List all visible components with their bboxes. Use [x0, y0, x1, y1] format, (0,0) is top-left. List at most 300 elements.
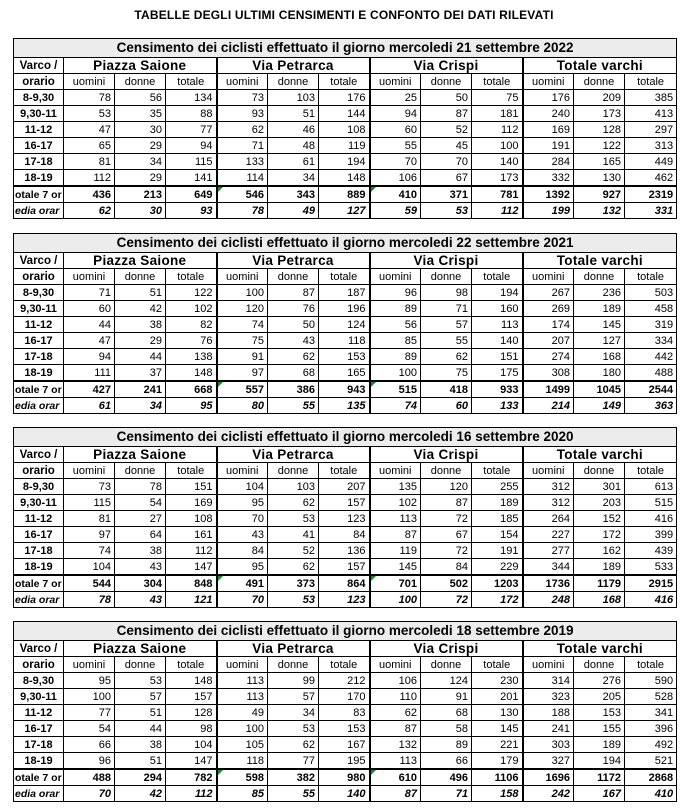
cell-via-crispi-totale: 189 [472, 495, 523, 511]
cell-piazza-saione-uomini: 47 [64, 122, 115, 138]
table-row [14, 527, 677, 543]
subheader-via-petrarca-totale: totale [319, 463, 370, 479]
cell-via-petrarca-donne: 50 [268, 317, 319, 333]
cell-via-petrarca-donne: 53 [268, 721, 319, 737]
cell-totale-varchi-uomini: 323 [523, 689, 574, 705]
cell-via-petrarca-donne: 41 [268, 527, 319, 543]
cell-via-crispi-totale: 175 [472, 365, 523, 382]
cell-piazza-saione-totale: 148 [166, 673, 217, 689]
cell-via-crispi-totale: 75 [472, 90, 523, 106]
cell-piazza-saione-uomini: 74 [64, 543, 115, 559]
cell-piazza-saione-donne: 51 [115, 705, 166, 721]
cell-via-crispi-donne: 72 [421, 592, 472, 608]
subheader-via-petrarca-donne: donne [268, 657, 319, 673]
cell-via-petrarca-donne: 62 [268, 559, 319, 576]
cell-piazza-saione-uomini: 81 [64, 511, 115, 527]
cell-via-crispi-uomini: 701 [370, 575, 421, 592]
cell-piazza-saione-uomini: 81 [64, 154, 115, 170]
cell-via-petrarca-donne: 77 [268, 753, 319, 770]
cell-via-petrarca-totale: 889 [319, 186, 370, 203]
cell-piazza-saione-donne: 44 [115, 349, 166, 365]
cell-totale-varchi-uomini: 242 [523, 786, 574, 802]
cell-via-crispi-totale: 781 [472, 186, 523, 203]
cell-via-crispi-uomini: 70 [370, 154, 421, 170]
cell-piazza-saione-donne: 42 [115, 301, 166, 317]
cell-via-petrarca-totale: 84 [319, 527, 370, 543]
subheader-via-crispi-totale: totale [472, 74, 523, 90]
cell-via-crispi-totale: 113 [472, 317, 523, 333]
subheader-via-petrarca-totale: totale [319, 74, 370, 90]
cell-totale-varchi-uomini: 332 [523, 170, 574, 187]
row-label: 16-17 [14, 721, 64, 737]
cell-piazza-saione-donne: 30 [115, 122, 166, 138]
cell-via-crispi-uomini: 119 [370, 543, 421, 559]
cell-totale-varchi-uomini: 274 [523, 349, 574, 365]
cell-via-crispi-uomini: 60 [370, 122, 421, 138]
group-header-piazza-saione: Piazza Saione [64, 58, 217, 74]
group-header-totale-varchi: Totale varchi [523, 58, 677, 74]
table-title: Censimento dei ciclisti effettuato il giorno mercoledi 16 settembre 2020 [14, 428, 677, 447]
row-label: 9,30-11 [14, 495, 64, 511]
cell-totale-varchi-donne: 122 [574, 138, 625, 154]
row-label: 17-18 [14, 154, 64, 170]
cell-totale-varchi-donne: 301 [574, 479, 625, 495]
cell-piazza-saione-donne: 57 [115, 689, 166, 705]
census-table-3 [13, 621, 677, 802]
table-row [14, 721, 677, 737]
row-label: 16-17 [14, 138, 64, 154]
cell-via-petrarca-uomini: 491 [217, 575, 268, 592]
cell-via-petrarca-donne: 76 [268, 301, 319, 317]
cell-piazza-saione-uomini: 65 [64, 138, 115, 154]
cell-piazza-saione-donne: 213 [115, 186, 166, 203]
cell-totale-varchi-donne: 189 [574, 559, 625, 576]
group-header-via-petrarca: Via Petrarca [217, 641, 370, 657]
subheader-via-crispi-donne: donne [421, 463, 472, 479]
group-header-totale-varchi: Totale varchi [523, 447, 677, 463]
cell-via-crispi-totale: 145 [472, 721, 523, 737]
table-row [14, 138, 677, 154]
census-table-1 [13, 233, 677, 414]
cell-piazza-saione-totale: 112 [166, 786, 217, 802]
cell-piazza-saione-uomini: 61 [64, 398, 115, 414]
cell-totale-varchi-uomini: 277 [523, 543, 574, 559]
subheader-via-petrarca-uomini: uomini [217, 657, 268, 673]
cell-via-crispi-totale: 133 [472, 398, 523, 414]
row-label: 9,30-11 [14, 301, 64, 317]
cell-piazza-saione-totale: 122 [166, 285, 217, 301]
cell-piazza-saione-uomini: 70 [64, 786, 115, 802]
cell-via-crispi-uomini: 132 [370, 737, 421, 753]
total-row [14, 381, 677, 398]
cell-via-crispi-uomini: 100 [370, 365, 421, 382]
cell-via-petrarca-uomini: 75 [217, 333, 268, 349]
cell-via-petrarca-donne: 386 [268, 381, 319, 398]
cell-totale-varchi-totale: 590 [625, 673, 677, 689]
cell-via-petrarca-totale: 119 [319, 138, 370, 154]
cell-piazza-saione-donne: 27 [115, 511, 166, 527]
cell-via-petrarca-totale: 157 [319, 559, 370, 576]
cell-via-crispi-totale: 230 [472, 673, 523, 689]
cell-piazza-saione-donne: 38 [115, 737, 166, 753]
cell-totale-varchi-donne: 189 [574, 301, 625, 317]
cell-via-crispi-uomini: 87 [370, 527, 421, 543]
cell-piazza-saione-totale: 782 [166, 769, 217, 786]
cell-totale-varchi-totale: 416 [625, 511, 677, 527]
subheader-via-crispi-uomini: uomini [370, 463, 421, 479]
cell-piazza-saione-uomini: 66 [64, 737, 115, 753]
cell-totale-varchi-uomini: 303 [523, 737, 574, 753]
cell-via-petrarca-uomini: 84 [217, 543, 268, 559]
cell-totale-varchi-totale: 533 [625, 559, 677, 576]
cell-piazza-saione-totale: 147 [166, 753, 217, 770]
cell-via-crispi-uomini: 89 [370, 301, 421, 317]
census-table-2 [13, 427, 677, 608]
cell-via-petrarca-uomini: 80 [217, 398, 268, 414]
cell-piazza-saione-totale: 134 [166, 90, 217, 106]
cell-totale-varchi-totale: 2915 [625, 575, 677, 592]
cell-via-crispi-uomini: 515 [370, 381, 421, 398]
cell-via-crispi-totale: 255 [472, 479, 523, 495]
cell-piazza-saione-donne: 304 [115, 575, 166, 592]
group-header-piazza-saione: Piazza Saione [64, 253, 217, 269]
cell-via-petrarca-donne: 382 [268, 769, 319, 786]
cell-via-crispi-donne: 68 [421, 705, 472, 721]
row-label: 16-17 [14, 527, 64, 543]
cell-via-petrarca-donne: 99 [268, 673, 319, 689]
subheader-via-crispi-donne: donne [421, 657, 472, 673]
row-label: edia orar [14, 398, 64, 414]
cell-via-petrarca-donne: 62 [268, 349, 319, 365]
cell-piazza-saione-uomini: 54 [64, 721, 115, 737]
cell-via-petrarca-totale: 108 [319, 122, 370, 138]
cell-via-petrarca-uomini: 78 [217, 203, 268, 219]
group-header-via-petrarca: Via Petrarca [217, 253, 370, 269]
cell-via-petrarca-totale: 140 [319, 786, 370, 802]
subheader-piazza-saione-donne: donne [115, 269, 166, 285]
cell-via-crispi-donne: 55 [421, 333, 472, 349]
cell-via-crispi-donne: 371 [421, 186, 472, 203]
cell-via-crispi-totale: 160 [472, 301, 523, 317]
cell-via-crispi-uomini: 102 [370, 495, 421, 511]
cell-totale-varchi-totale: 313 [625, 138, 677, 154]
cell-via-crispi-donne: 75 [421, 365, 472, 382]
cell-via-crispi-uomini: 89 [370, 349, 421, 365]
cell-via-petrarca-totale: 943 [319, 381, 370, 398]
table-row [14, 106, 677, 122]
cell-via-crispi-totale: 173 [472, 170, 523, 187]
cell-piazza-saione-donne: 56 [115, 90, 166, 106]
cell-totale-varchi-donne: 276 [574, 673, 625, 689]
cell-via-petrarca-uomini: 104 [217, 479, 268, 495]
cell-totale-varchi-totale: 442 [625, 349, 677, 365]
row-label: 8-9,30 [14, 285, 64, 301]
cell-via-crispi-donne: 418 [421, 381, 472, 398]
cell-totale-varchi-donne: 927 [574, 186, 625, 203]
cell-via-crispi-uomini: 106 [370, 170, 421, 187]
cell-via-petrarca-totale: 176 [319, 90, 370, 106]
cell-totale-varchi-totale: 449 [625, 154, 677, 170]
table-row [14, 479, 677, 495]
cell-piazza-saione-donne: 29 [115, 138, 166, 154]
orario-header: orario [14, 74, 64, 90]
cell-via-crispi-totale: 151 [472, 349, 523, 365]
cell-totale-varchi-donne: 194 [574, 753, 625, 770]
cell-via-crispi-totale: 201 [472, 689, 523, 705]
row-label: edia orar [14, 592, 64, 608]
cell-totale-varchi-totale: 521 [625, 753, 677, 770]
cell-via-crispi-donne: 45 [421, 138, 472, 154]
group-header-via-crispi: Via Crispi [370, 58, 523, 74]
cell-totale-varchi-totale: 528 [625, 689, 677, 705]
cell-totale-varchi-uomini: 227 [523, 527, 574, 543]
cell-piazza-saione-donne: 44 [115, 721, 166, 737]
cell-via-crispi-donne: 67 [421, 170, 472, 187]
cell-piazza-saione-totale: 112 [166, 543, 217, 559]
cell-via-petrarca-totale: 136 [319, 543, 370, 559]
cell-totale-varchi-totale: 2544 [625, 381, 677, 398]
subheader-totale-varchi-uomini: uomini [523, 463, 574, 479]
row-label: 9,30-11 [14, 689, 64, 705]
cell-piazza-saione-totale: 108 [166, 511, 217, 527]
cell-totale-varchi-uomini: 264 [523, 511, 574, 527]
table-title: Censimento dei ciclisti effettuato il giorno mercoledi 18 settembre 2019 [14, 622, 677, 641]
cell-piazza-saione-totale: 848 [166, 575, 217, 592]
cell-via-petrarca-totale: 124 [319, 317, 370, 333]
group-header-piazza-saione: Piazza Saione [64, 447, 217, 463]
cell-piazza-saione-uomini: 436 [64, 186, 115, 203]
cell-via-petrarca-totale: 153 [319, 721, 370, 737]
subheader-piazza-saione-totale: totale [166, 463, 217, 479]
cell-piazza-saione-uomini: 97 [64, 527, 115, 543]
cell-piazza-saione-uomini: 77 [64, 705, 115, 721]
cell-totale-varchi-donne: 145 [574, 317, 625, 333]
subheader-via-crispi-totale: totale [472, 463, 523, 479]
cell-via-crispi-donne: 53 [421, 203, 472, 219]
group-header-via-petrarca: Via Petrarca [217, 447, 370, 463]
cell-via-crispi-uomini: 87 [370, 786, 421, 802]
cell-via-petrarca-totale: 195 [319, 753, 370, 770]
cell-via-petrarca-totale: 144 [319, 106, 370, 122]
cell-via-petrarca-totale: 83 [319, 705, 370, 721]
group-header-via-crispi: Via Crispi [370, 641, 523, 657]
subheader-via-crispi-uomini: uomini [370, 74, 421, 90]
cell-via-petrarca-uomini: 95 [217, 495, 268, 511]
cell-via-crispi-donne: 60 [421, 398, 472, 414]
cell-piazza-saione-totale: 98 [166, 721, 217, 737]
subheader-totale-varchi-donne: donne [574, 657, 625, 673]
cell-totale-varchi-donne: 152 [574, 511, 625, 527]
cell-via-petrarca-donne: 55 [268, 398, 319, 414]
cell-via-petrarca-uomini: 71 [217, 138, 268, 154]
cell-via-petrarca-donne: 55 [268, 786, 319, 802]
total-row [14, 769, 677, 786]
cell-via-petrarca-uomini: 43 [217, 527, 268, 543]
subheader-piazza-saione-totale: totale [166, 657, 217, 673]
cell-piazza-saione-donne: 43 [115, 592, 166, 608]
cell-piazza-saione-uomini: 488 [64, 769, 115, 786]
cell-via-petrarca-donne: 373 [268, 575, 319, 592]
cell-via-petrarca-uomini: 100 [217, 285, 268, 301]
cell-via-petrarca-uomini: 118 [217, 753, 268, 770]
table-row [14, 122, 677, 138]
cell-totale-varchi-donne: 167 [574, 786, 625, 802]
cell-totale-varchi-uomini: 1696 [523, 769, 574, 786]
table-row [14, 154, 677, 170]
cell-via-petrarca-totale: 118 [319, 333, 370, 349]
cell-via-crispi-totale: 154 [472, 527, 523, 543]
cell-piazza-saione-uomini: 53 [64, 106, 115, 122]
cell-via-petrarca-uomini: 95 [217, 559, 268, 576]
cell-piazza-saione-totale: 95 [166, 398, 217, 414]
cell-totale-varchi-totale: 613 [625, 479, 677, 495]
varco-header: Varco / [14, 641, 64, 657]
cell-piazza-saione-donne: 241 [115, 381, 166, 398]
average-row [14, 398, 677, 414]
table-row [14, 559, 677, 576]
cell-via-crispi-donne: 71 [421, 301, 472, 317]
subheader-totale-varchi-totale: totale [625, 657, 677, 673]
cell-via-petrarca-totale: 157 [319, 495, 370, 511]
cell-totale-varchi-totale: 462 [625, 170, 677, 187]
cell-via-crispi-donne: 91 [421, 689, 472, 705]
subheader-totale-varchi-donne: donne [574, 463, 625, 479]
cell-via-petrarca-donne: 62 [268, 737, 319, 753]
cell-via-petrarca-donne: 43 [268, 333, 319, 349]
cell-totale-varchi-donne: 130 [574, 170, 625, 187]
cell-via-crispi-donne: 502 [421, 575, 472, 592]
cell-via-crispi-totale: 140 [472, 154, 523, 170]
cell-piazza-saione-donne: 51 [115, 285, 166, 301]
cell-via-crispi-totale: 179 [472, 753, 523, 770]
row-label: 11-12 [14, 317, 64, 333]
cell-via-crispi-donne: 71 [421, 786, 472, 802]
table-row [14, 90, 677, 106]
group-header-via-crispi: Via Crispi [370, 253, 523, 269]
cell-via-petrarca-totale: 980 [319, 769, 370, 786]
cell-piazza-saione-uomini: 78 [64, 90, 115, 106]
cell-piazza-saione-uomini: 427 [64, 381, 115, 398]
census-table-0 [13, 38, 677, 219]
cell-via-crispi-totale: 194 [472, 285, 523, 301]
cell-via-crispi-donne: 124 [421, 673, 472, 689]
cell-via-petrarca-uomini: 113 [217, 689, 268, 705]
cell-piazza-saione-uomini: 96 [64, 753, 115, 770]
row-label: 11-12 [14, 705, 64, 721]
cell-piazza-saione-donne: 34 [115, 398, 166, 414]
cell-via-crispi-uomini: 85 [370, 333, 421, 349]
cell-piazza-saione-donne: 29 [115, 170, 166, 187]
cell-totale-varchi-donne: 168 [574, 592, 625, 608]
cell-via-crispi-totale: 1106 [472, 769, 523, 786]
cell-via-petrarca-donne: 57 [268, 689, 319, 705]
cell-piazza-saione-totale: 93 [166, 203, 217, 219]
subheader-via-petrarca-uomini: uomini [217, 269, 268, 285]
table-row [14, 705, 677, 721]
cell-via-crispi-uomini: 145 [370, 559, 421, 576]
cell-totale-varchi-totale: 488 [625, 365, 677, 382]
cell-via-petrarca-uomini: 70 [217, 511, 268, 527]
varco-header: Varco / [14, 58, 64, 74]
cell-via-crispi-uomini: 110 [370, 689, 421, 705]
cell-piazza-saione-totale: 121 [166, 592, 217, 608]
cell-totale-varchi-uomini: 169 [523, 122, 574, 138]
average-row [14, 592, 677, 608]
cell-via-petrarca-donne: 52 [268, 543, 319, 559]
cell-piazza-saione-uomini: 100 [64, 689, 115, 705]
cell-via-petrarca-uomini: 70 [217, 592, 268, 608]
cell-totale-varchi-uomini: 188 [523, 705, 574, 721]
cell-piazza-saione-donne: 42 [115, 786, 166, 802]
cell-totale-varchi-donne: 1172 [574, 769, 625, 786]
cell-via-petrarca-uomini: 73 [217, 90, 268, 106]
subheader-totale-varchi-totale: totale [625, 74, 677, 90]
cell-totale-varchi-uomini: 174 [523, 317, 574, 333]
cell-via-crispi-donne: 52 [421, 122, 472, 138]
cell-piazza-saione-totale: 88 [166, 106, 217, 122]
cell-via-petrarca-donne: 48 [268, 138, 319, 154]
cell-via-petrarca-donne: 343 [268, 186, 319, 203]
cell-via-petrarca-totale: 212 [319, 673, 370, 689]
cell-piazza-saione-uomini: 94 [64, 349, 115, 365]
cell-via-crispi-totale: 1203 [472, 575, 523, 592]
cell-via-crispi-totale: 181 [472, 106, 523, 122]
cell-piazza-saione-donne: 38 [115, 317, 166, 333]
cell-piazza-saione-uomini: 71 [64, 285, 115, 301]
subheader-via-crispi-totale: totale [472, 269, 523, 285]
cell-piazza-saione-donne: 37 [115, 365, 166, 382]
cell-via-petrarca-donne: 34 [268, 170, 319, 187]
average-row [14, 203, 677, 219]
row-label: 11-12 [14, 122, 64, 138]
group-header-totale-varchi: Totale varchi [523, 253, 677, 269]
cell-via-petrarca-totale: 864 [319, 575, 370, 592]
cell-via-crispi-uomini: 59 [370, 203, 421, 219]
cell-via-petrarca-totale: 196 [319, 301, 370, 317]
cell-piazza-saione-totale: 115 [166, 154, 217, 170]
cell-via-petrarca-totale: 170 [319, 689, 370, 705]
cell-totale-varchi-totale: 297 [625, 122, 677, 138]
row-label: 18-19 [14, 559, 64, 576]
cell-via-petrarca-donne: 51 [268, 106, 319, 122]
cell-via-petrarca-uomini: 113 [217, 673, 268, 689]
cell-piazza-saione-totale: 148 [166, 365, 217, 382]
cell-via-crispi-uomini: 135 [370, 479, 421, 495]
row-label: 17-18 [14, 737, 64, 753]
table-row [14, 753, 677, 770]
subheader-piazza-saione-donne: donne [115, 657, 166, 673]
cell-totale-varchi-donne: 153 [574, 705, 625, 721]
row-label: 8-9,30 [14, 673, 64, 689]
cell-via-crispi-uomini: 96 [370, 285, 421, 301]
cell-piazza-saione-totale: 141 [166, 170, 217, 187]
cell-piazza-saione-totale: 649 [166, 186, 217, 203]
table-row [14, 170, 677, 187]
subheader-via-petrarca-donne: donne [268, 269, 319, 285]
cell-via-crispi-donne: 496 [421, 769, 472, 786]
cell-via-crispi-uomini: 55 [370, 138, 421, 154]
cell-totale-varchi-uomini: 314 [523, 673, 574, 689]
row-label: 17-18 [14, 543, 64, 559]
cell-via-crispi-uomini: 62 [370, 705, 421, 721]
cell-totale-varchi-uomini: 191 [523, 138, 574, 154]
cell-via-crispi-totale: 933 [472, 381, 523, 398]
cell-piazza-saione-totale: 102 [166, 301, 217, 317]
cell-via-petrarca-uomini: 100 [217, 721, 268, 737]
cell-piazza-saione-uomini: 111 [64, 365, 115, 382]
cell-totale-varchi-totale: 2319 [625, 186, 677, 203]
subheader-totale-varchi-uomini: uomini [523, 657, 574, 673]
